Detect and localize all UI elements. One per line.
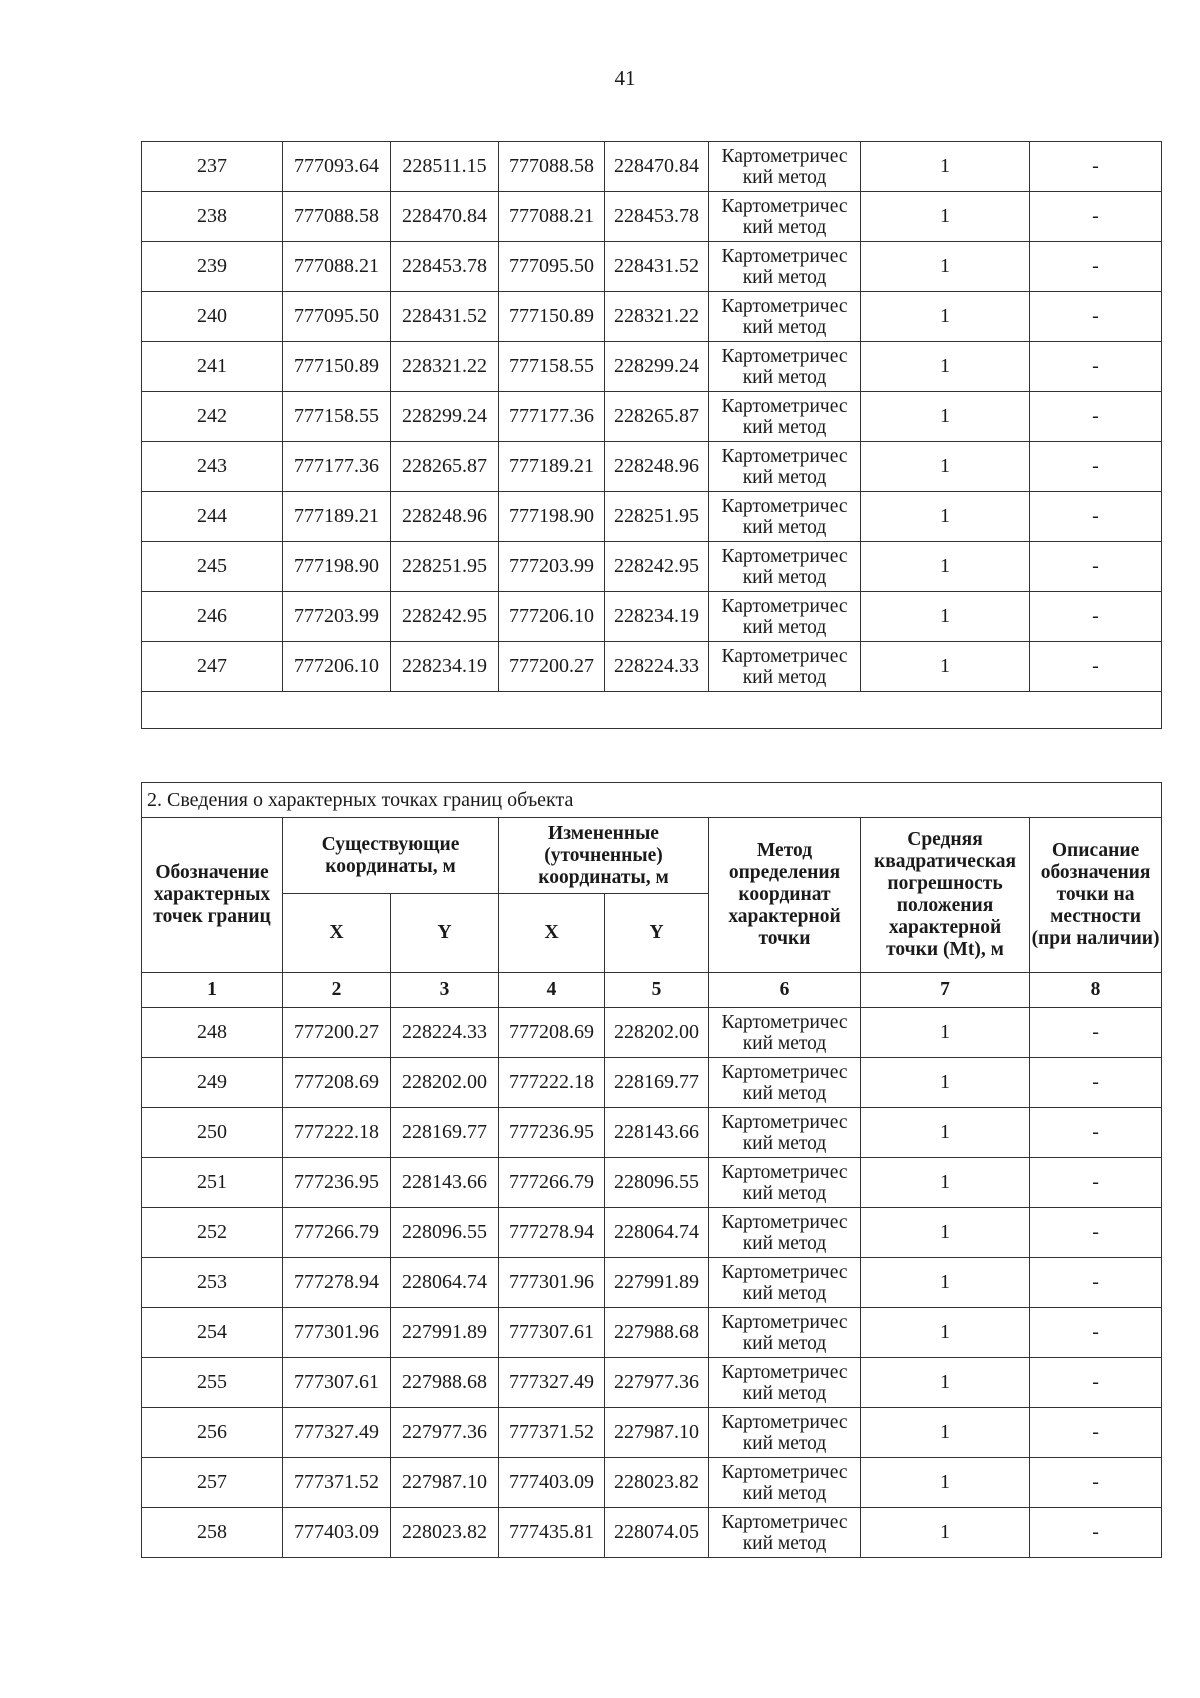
table-row xyxy=(142,1358,1162,1408)
cell-existing-x: 777206.10 xyxy=(283,642,391,692)
table-row xyxy=(142,492,1162,542)
cell-changed-x: 777278.94 xyxy=(499,1208,605,1258)
cell-description: - xyxy=(1030,542,1162,592)
cell-existing-x: 777093.64 xyxy=(283,142,391,192)
cell-changed-y: 228251.95 xyxy=(605,492,709,542)
cell-existing-x: 777403.09 xyxy=(283,1508,391,1558)
cell-changed-x: 777203.99 xyxy=(499,542,605,592)
cell-error-mt: 1 xyxy=(861,542,1030,592)
cell-point-id: 239 xyxy=(142,242,283,292)
header-designation: Обозначение характерных точек границ xyxy=(142,818,283,973)
cell-existing-y: 228169.77 xyxy=(391,1108,499,1158)
cell-existing-y: 228234.19 xyxy=(391,642,499,692)
cell-point-id: 250 xyxy=(142,1108,283,1158)
cell-error-mt: 1 xyxy=(861,492,1030,542)
header-row-1 xyxy=(142,818,1162,894)
cell-point-id: 253 xyxy=(142,1258,283,1308)
cell-method: Картометричес кий метод xyxy=(709,142,861,192)
table-row xyxy=(142,1408,1162,1458)
cell-existing-x: 777236.95 xyxy=(283,1158,391,1208)
cell-existing-x: 777158.55 xyxy=(283,392,391,442)
table-row xyxy=(142,1058,1162,1108)
cell-description: - xyxy=(1030,142,1162,192)
cell-method: Картометричес кий метод xyxy=(709,292,861,342)
cell-error-mt: 1 xyxy=(861,1508,1030,1558)
cell-changed-y: 227991.89 xyxy=(605,1258,709,1308)
cell-point-id: 241 xyxy=(142,342,283,392)
cell-existing-y: 228064.74 xyxy=(391,1258,499,1308)
column-number: 1 xyxy=(142,973,283,1008)
cell-existing-x: 777150.89 xyxy=(283,342,391,392)
table-row xyxy=(142,442,1162,492)
cell-existing-y: 228453.78 xyxy=(391,242,499,292)
cell-error-mt: 1 xyxy=(861,1208,1030,1258)
table-caption: 2. Сведения о характерных точках границ объекта xyxy=(142,783,1162,818)
cell-existing-y: 228096.55 xyxy=(391,1208,499,1258)
boundary-points-table xyxy=(141,782,1162,1558)
cell-point-id: 252 xyxy=(142,1208,283,1258)
empty-row xyxy=(142,692,1162,729)
cell-existing-y: 228299.24 xyxy=(391,392,499,442)
cell-changed-y: 228224.33 xyxy=(605,642,709,692)
cell-existing-y: 228242.95 xyxy=(391,592,499,642)
cell-changed-y: 228431.52 xyxy=(605,242,709,292)
cell-existing-x: 777327.49 xyxy=(283,1408,391,1458)
cell-point-id: 257 xyxy=(142,1458,283,1508)
table1-body xyxy=(142,142,1162,692)
cell-method: Картометричес кий метод xyxy=(709,342,861,392)
cell-point-id: 244 xyxy=(142,492,283,542)
cell-existing-x: 777208.69 xyxy=(283,1058,391,1108)
cell-existing-y: 228251.95 xyxy=(391,542,499,592)
cell-changed-x: 777206.10 xyxy=(499,592,605,642)
cell-method: Картометричес кий метод xyxy=(709,1008,861,1058)
cell-changed-x: 777150.89 xyxy=(499,292,605,342)
cell-error-mt: 1 xyxy=(861,1108,1030,1158)
cell-description: - xyxy=(1030,442,1162,492)
cell-changed-x: 777222.18 xyxy=(499,1058,605,1108)
cell-existing-y: 228321.22 xyxy=(391,342,499,392)
cell-method: Картометричес кий метод xyxy=(709,1158,861,1208)
cell-changed-x: 777088.58 xyxy=(499,142,605,192)
cell-method: Картометричес кий метод xyxy=(709,642,861,692)
table-row xyxy=(142,542,1162,592)
cell-point-id: 251 xyxy=(142,1158,283,1208)
cell-existing-x: 777198.90 xyxy=(283,542,391,592)
column-number: 2 xyxy=(283,973,391,1008)
cell-changed-y: 228096.55 xyxy=(605,1158,709,1208)
cell-method: Картометричес кий метод xyxy=(709,1308,861,1358)
cell-existing-y: 228265.87 xyxy=(391,442,499,492)
table-row xyxy=(142,192,1162,242)
cell-method: Картометричес кий метод xyxy=(709,192,861,242)
cell-changed-y: 227977.36 xyxy=(605,1358,709,1408)
header-existing-x: X xyxy=(283,894,391,973)
cell-point-id: 258 xyxy=(142,1508,283,1558)
cell-point-id: 238 xyxy=(142,192,283,242)
header-error: Средняя квадратическая погрешность положения характерной точки (Mt), м xyxy=(861,818,1030,973)
cell-method: Картометричес кий метод xyxy=(709,1058,861,1108)
cell-existing-y: 228431.52 xyxy=(391,292,499,342)
table-row xyxy=(142,1258,1162,1308)
table-row xyxy=(142,142,1162,192)
cell-method: Картометричес кий метод xyxy=(709,1208,861,1258)
cell-changed-y: 228169.77 xyxy=(605,1058,709,1108)
cell-description: - xyxy=(1030,1158,1162,1208)
cell-changed-y: 228470.84 xyxy=(605,142,709,192)
cell-description: - xyxy=(1030,392,1162,442)
table-row xyxy=(142,1108,1162,1158)
cell-error-mt: 1 xyxy=(861,342,1030,392)
cell-existing-y: 228202.00 xyxy=(391,1058,499,1108)
cell-changed-y: 228453.78 xyxy=(605,192,709,242)
cell-description: - xyxy=(1030,192,1162,242)
cell-point-id: 249 xyxy=(142,1058,283,1108)
cell-existing-y: 227988.68 xyxy=(391,1358,499,1408)
column-number: 7 xyxy=(861,973,1030,1008)
cell-existing-y: 228470.84 xyxy=(391,192,499,242)
cell-existing-x: 777222.18 xyxy=(283,1108,391,1158)
cell-existing-x: 777203.99 xyxy=(283,592,391,642)
cell-error-mt: 1 xyxy=(861,142,1030,192)
header-method: Метод определения координат характерной точки xyxy=(709,818,861,973)
table-row xyxy=(142,1458,1162,1508)
cell-changed-x: 777403.09 xyxy=(499,1458,605,1508)
cell-changed-y: 228234.19 xyxy=(605,592,709,642)
table2-body xyxy=(142,1008,1162,1558)
table-row xyxy=(142,292,1162,342)
cell-changed-y: 228265.87 xyxy=(605,392,709,442)
cell-existing-y: 228143.66 xyxy=(391,1158,499,1208)
cell-point-id: 245 xyxy=(142,542,283,592)
table-row xyxy=(142,392,1162,442)
cell-changed-y: 228248.96 xyxy=(605,442,709,492)
column-number: 4 xyxy=(499,973,605,1008)
cell-error-mt: 1 xyxy=(861,592,1030,642)
cell-existing-y: 227977.36 xyxy=(391,1408,499,1458)
cell-changed-x: 777327.49 xyxy=(499,1358,605,1408)
cell-changed-x: 777236.95 xyxy=(499,1108,605,1158)
table-row xyxy=(142,1308,1162,1358)
cell-changed-y: 228143.66 xyxy=(605,1108,709,1158)
cell-description: - xyxy=(1030,592,1162,642)
cell-description: - xyxy=(1030,1058,1162,1108)
cell-description: - xyxy=(1030,1458,1162,1508)
cell-existing-x: 777177.36 xyxy=(283,442,391,492)
cell-method: Картометричес кий метод xyxy=(709,242,861,292)
cell-existing-y: 228511.15 xyxy=(391,142,499,192)
cell-description: - xyxy=(1030,1308,1162,1358)
cell-description: - xyxy=(1030,492,1162,542)
cell-method: Картометричес кий метод xyxy=(709,1258,861,1308)
cell-existing-y: 228224.33 xyxy=(391,1008,499,1058)
cell-changed-y: 227987.10 xyxy=(605,1408,709,1458)
cell-changed-y: 228321.22 xyxy=(605,292,709,342)
cell-changed-x: 777307.61 xyxy=(499,1308,605,1358)
cell-existing-x: 777088.21 xyxy=(283,242,391,292)
coordinates-table-continuation xyxy=(141,141,1162,729)
cell-changed-y: 228074.05 xyxy=(605,1508,709,1558)
cell-error-mt: 1 xyxy=(861,1308,1030,1358)
header-description: Описание обозначения точки на местности (при наличии) xyxy=(1030,818,1162,973)
cell-error-mt: 1 xyxy=(861,242,1030,292)
cell-method: Картометричес кий метод xyxy=(709,442,861,492)
column-number: 6 xyxy=(709,973,861,1008)
cell-existing-x: 777307.61 xyxy=(283,1358,391,1408)
cell-method: Картометричес кий метод xyxy=(709,1408,861,1458)
cell-error-mt: 1 xyxy=(861,442,1030,492)
cell-changed-y: 228064.74 xyxy=(605,1208,709,1258)
cell-error-mt: 1 xyxy=(861,642,1030,692)
column-number: 8 xyxy=(1030,973,1162,1008)
cell-existing-x: 777278.94 xyxy=(283,1258,391,1308)
cell-description: - xyxy=(1030,342,1162,392)
table-row xyxy=(142,242,1162,292)
cell-point-id: 248 xyxy=(142,1008,283,1058)
table-row xyxy=(142,642,1162,692)
cell-changed-x: 777198.90 xyxy=(499,492,605,542)
cell-error-mt: 1 xyxy=(861,1258,1030,1308)
cell-changed-x: 777189.21 xyxy=(499,442,605,492)
column-number: 3 xyxy=(391,973,499,1008)
cell-point-id: 237 xyxy=(142,142,283,192)
cell-existing-x: 777189.21 xyxy=(283,492,391,542)
cell-method: Картометричес кий метод xyxy=(709,1458,861,1508)
cell-changed-x: 777208.69 xyxy=(499,1008,605,1058)
table-caption-row xyxy=(142,783,1162,818)
table-row xyxy=(142,592,1162,642)
cell-error-mt: 1 xyxy=(861,292,1030,342)
cell-error-mt: 1 xyxy=(861,392,1030,442)
cell-method: Картометричес кий метод xyxy=(709,492,861,542)
cell-error-mt: 1 xyxy=(861,1408,1030,1458)
cell-description: - xyxy=(1030,1358,1162,1408)
cell-description: - xyxy=(1030,1258,1162,1308)
header-changed-y: Y xyxy=(605,894,709,973)
cell-description: - xyxy=(1030,1408,1162,1458)
cell-method: Картометричес кий метод xyxy=(709,1358,861,1408)
cell-method: Картометричес кий метод xyxy=(709,1508,861,1558)
table-row xyxy=(142,342,1162,392)
table-row xyxy=(142,1508,1162,1558)
cell-method: Картометричес кий метод xyxy=(709,592,861,642)
cell-changed-x: 777088.21 xyxy=(499,192,605,242)
cell-changed-x: 777200.27 xyxy=(499,642,605,692)
cell-existing-x: 777095.50 xyxy=(283,292,391,342)
cell-error-mt: 1 xyxy=(861,1158,1030,1208)
cell-existing-y: 228023.82 xyxy=(391,1508,499,1558)
cell-error-mt: 1 xyxy=(861,192,1030,242)
cell-point-id: 240 xyxy=(142,292,283,342)
cell-description: - xyxy=(1030,1508,1162,1558)
cell-existing-x: 777088.58 xyxy=(283,192,391,242)
page-number: 41 xyxy=(614,66,636,90)
cell-existing-x: 777301.96 xyxy=(283,1308,391,1358)
cell-changed-x: 777177.36 xyxy=(499,392,605,442)
cell-changed-x: 777158.55 xyxy=(499,342,605,392)
table-row xyxy=(142,1158,1162,1208)
cell-changed-y: 228023.82 xyxy=(605,1458,709,1508)
cell-changed-x: 777095.50 xyxy=(499,242,605,292)
table-row xyxy=(142,1208,1162,1258)
cell-description: - xyxy=(1030,1208,1162,1258)
cell-changed-x: 777301.96 xyxy=(499,1258,605,1308)
cell-changed-x: 777371.52 xyxy=(499,1408,605,1458)
cell-existing-x: 777371.52 xyxy=(283,1458,391,1508)
cell-point-id: 256 xyxy=(142,1408,283,1458)
cell-changed-y: 228242.95 xyxy=(605,542,709,592)
cell-existing-y: 227991.89 xyxy=(391,1308,499,1358)
header-changed-x: X xyxy=(499,894,605,973)
cell-description: - xyxy=(1030,1008,1162,1058)
header-changed-coords: Измененные (уточненные) координаты, м xyxy=(499,818,709,894)
cell-point-id: 243 xyxy=(142,442,283,492)
cell-description: - xyxy=(1030,242,1162,292)
cell-existing-y: 228248.96 xyxy=(391,492,499,542)
header-existing-y: Y xyxy=(391,894,499,973)
cell-changed-y: 228202.00 xyxy=(605,1008,709,1058)
cell-existing-x: 777200.27 xyxy=(283,1008,391,1058)
column-numbers-row xyxy=(142,973,1162,1008)
cell-changed-y: 228299.24 xyxy=(605,342,709,392)
cell-method: Картометричес кий метод xyxy=(709,392,861,442)
cell-point-id: 254 xyxy=(142,1308,283,1358)
header-existing-coords: Существующие координаты, м xyxy=(283,818,499,894)
cell-error-mt: 1 xyxy=(861,1008,1030,1058)
cell-error-mt: 1 xyxy=(861,1058,1030,1108)
cell-point-id: 246 xyxy=(142,592,283,642)
cell-changed-y: 227988.68 xyxy=(605,1308,709,1358)
cell-method: Картометричес кий метод xyxy=(709,542,861,592)
cell-point-id: 255 xyxy=(142,1358,283,1408)
cell-error-mt: 1 xyxy=(861,1458,1030,1508)
cell-point-id: 242 xyxy=(142,392,283,442)
cell-method: Картометричес кий метод xyxy=(709,1108,861,1158)
cell-changed-x: 777435.81 xyxy=(499,1508,605,1558)
cell-point-id: 247 xyxy=(142,642,283,692)
column-number: 5 xyxy=(605,973,709,1008)
cell-existing-x: 777266.79 xyxy=(283,1208,391,1258)
table-row xyxy=(142,1008,1162,1058)
cell-error-mt: 1 xyxy=(861,1358,1030,1408)
cell-changed-x: 777266.79 xyxy=(499,1158,605,1208)
cell-description: - xyxy=(1030,292,1162,342)
cell-description: - xyxy=(1030,642,1162,692)
cell-description: - xyxy=(1030,1108,1162,1158)
cell-existing-y: 227987.10 xyxy=(391,1458,499,1508)
